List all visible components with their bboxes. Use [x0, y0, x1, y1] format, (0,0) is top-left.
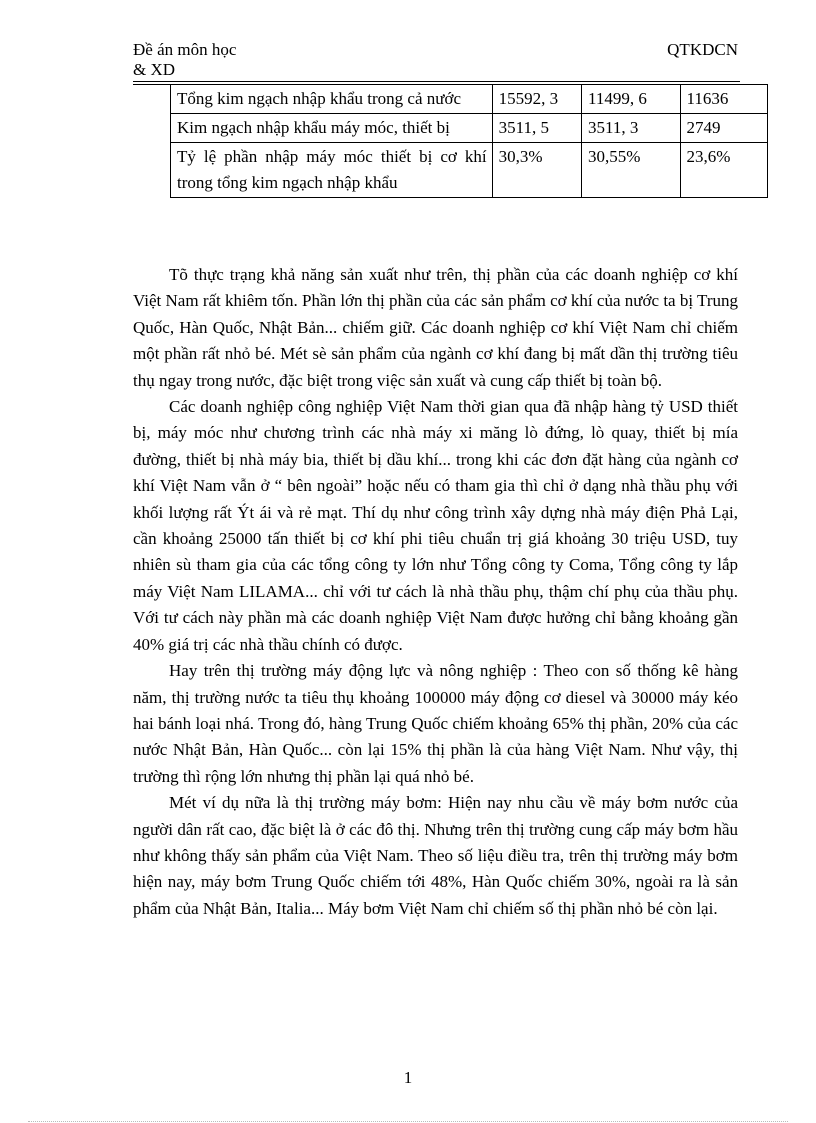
- header-left-line1: Đề án môn học: [133, 40, 237, 59]
- header-left-line2: & XD: [133, 60, 176, 79]
- table-cell-label: Kim ngạch nhập khẩu máy móc, thiết bị: [171, 114, 493, 143]
- table-cell-value: 23,6%: [680, 143, 767, 198]
- paragraph: Các doanh nghiệp công nghiệp Việt Nam thời gian qua đã nhập hàng tỷ USD thiết bị, máy móc như chương trình các nhà máy xi măng lò đứng, lò quay, thiết bị mía đường, thiết bị nhà máy bia, thiết bị dầu khí... trong khi các đơn đặt hàng của ngành cơ khí Việt Nam vẫn ở “ bên ngoài” hoặc nếu có tham gia thì chỉ ở dạng nhà thầu phụ với khối lượng rất Ýt ái và rẻ mạt. Thí dụ như công trình xây dựng nhà máy điện Phả Lại, cần khoảng 25000 tấn thiết bị cơ khí phi tiêu chuẩn trị giá khoảng 30 triệu USD, tuy nhiên sù tham gia của các tổng công ty lớn như Tổng công ty Coma, Tổng công ty lắp máy Việt Nam LILAMA... chỉ với tư cách là nhà thầu phụ, thậm chí phụ của thầu phụ. Với tư cách này phần mà các doanh nghiệp Việt Nam được hưởng chỉ bằng khoảng gần 40% giá trị các nhà thầu chính có được.: [133, 397, 738, 654]
- table-row: [171, 114, 768, 143]
- page-number: 1: [403, 1068, 413, 1087]
- import-data-table: [170, 84, 768, 198]
- table-cell-value: 2749: [680, 114, 767, 143]
- paragraph: Tõ thực trạng khả năng sản xuất như trên, thị phần của các doanh nghiệp cơ khí Việt Nam rất khiêm tốn. Phần lớn thị phần của các sản phẩm cơ khí của nước ta bị Trung Quốc, Hàn Quốc, Nhật Bản... chiếm giữ. Các doanh nghiệp cơ khí Việt Nam chỉ chiếm một phần rất nhỏ bé. Mét sè sản phẩm của ngành cơ khí đang bị mất dần thị trường tiêu thụ ngay trong nước, đặc biệt trong việc sản xuất và cung cấp thiết bị toàn bộ.: [133, 265, 738, 390]
- table-cell-value: 15592, 3: [492, 85, 581, 114]
- table-cell-value: 3511, 5: [492, 114, 581, 143]
- table-cell-label: Tổng kim ngạch nhập khẩu trong cả nước: [171, 85, 493, 114]
- header-rule-top: [133, 81, 740, 82]
- page-header: [133, 40, 738, 82]
- table-cell-value: 30,55%: [582, 143, 680, 198]
- table-cell-value: 11499, 6: [582, 85, 680, 114]
- paragraph: Hay trên thị trường máy động lực và nông nghiệp : Theo con số thống kê hàng năm, thị trường nước ta tiêu thụ khoảng 100000 máy động cơ diesel và 30000 máy kéo hai bánh loại nhá. Trong đó, hàng Trung Quốc chiếm khoảng 65% thị phần, 20% của các nước Nhật Bản, Hàn Quốc... còn lại 15% thị phần là của hàng Việt Nam. Như vậy, thị trường thì rộng lớn nhưng thị phần lại quá nhỏ bé.: [133, 661, 738, 786]
- table-cell-value: 3511, 3: [582, 114, 680, 143]
- table-row: [171, 143, 768, 198]
- body-text: [133, 262, 738, 922]
- header-course-title: [133, 40, 236, 80]
- table-cell-label: Tỷ lệ phần nhập máy móc thiết bị cơ khí trong tổng kim ngạch nhập khẩu: [171, 143, 493, 198]
- header-department: QTKDCN: [667, 40, 738, 59]
- table-cell-value: 11636: [680, 85, 767, 114]
- table-cell-value: 30,3%: [492, 143, 581, 198]
- paragraph: Mét ví dụ nữa là thị trường máy bơm: Hiện nay nhu cầu về máy bơm nước của người dân rất cao, đặc biệt là ở các đô thị. Nhưng trên thị trường cung cấp máy bơm hầu như không thấy sản phẩm của Việt Nam. Theo số liệu điều tra, trên thị trường máy bơm hiện nay, máy bơm Trung Quốc chiếm tới 48%, Hàn Quốc chiếm 30%, ngoài ra là sản phẩm của Nhật Bản, Italia... Máy bơm Việt Nam chỉ chiếm số thị phần nhỏ bé còn lại.: [133, 793, 738, 918]
- table-row: [171, 85, 768, 114]
- footer-divider: [28, 1121, 788, 1122]
